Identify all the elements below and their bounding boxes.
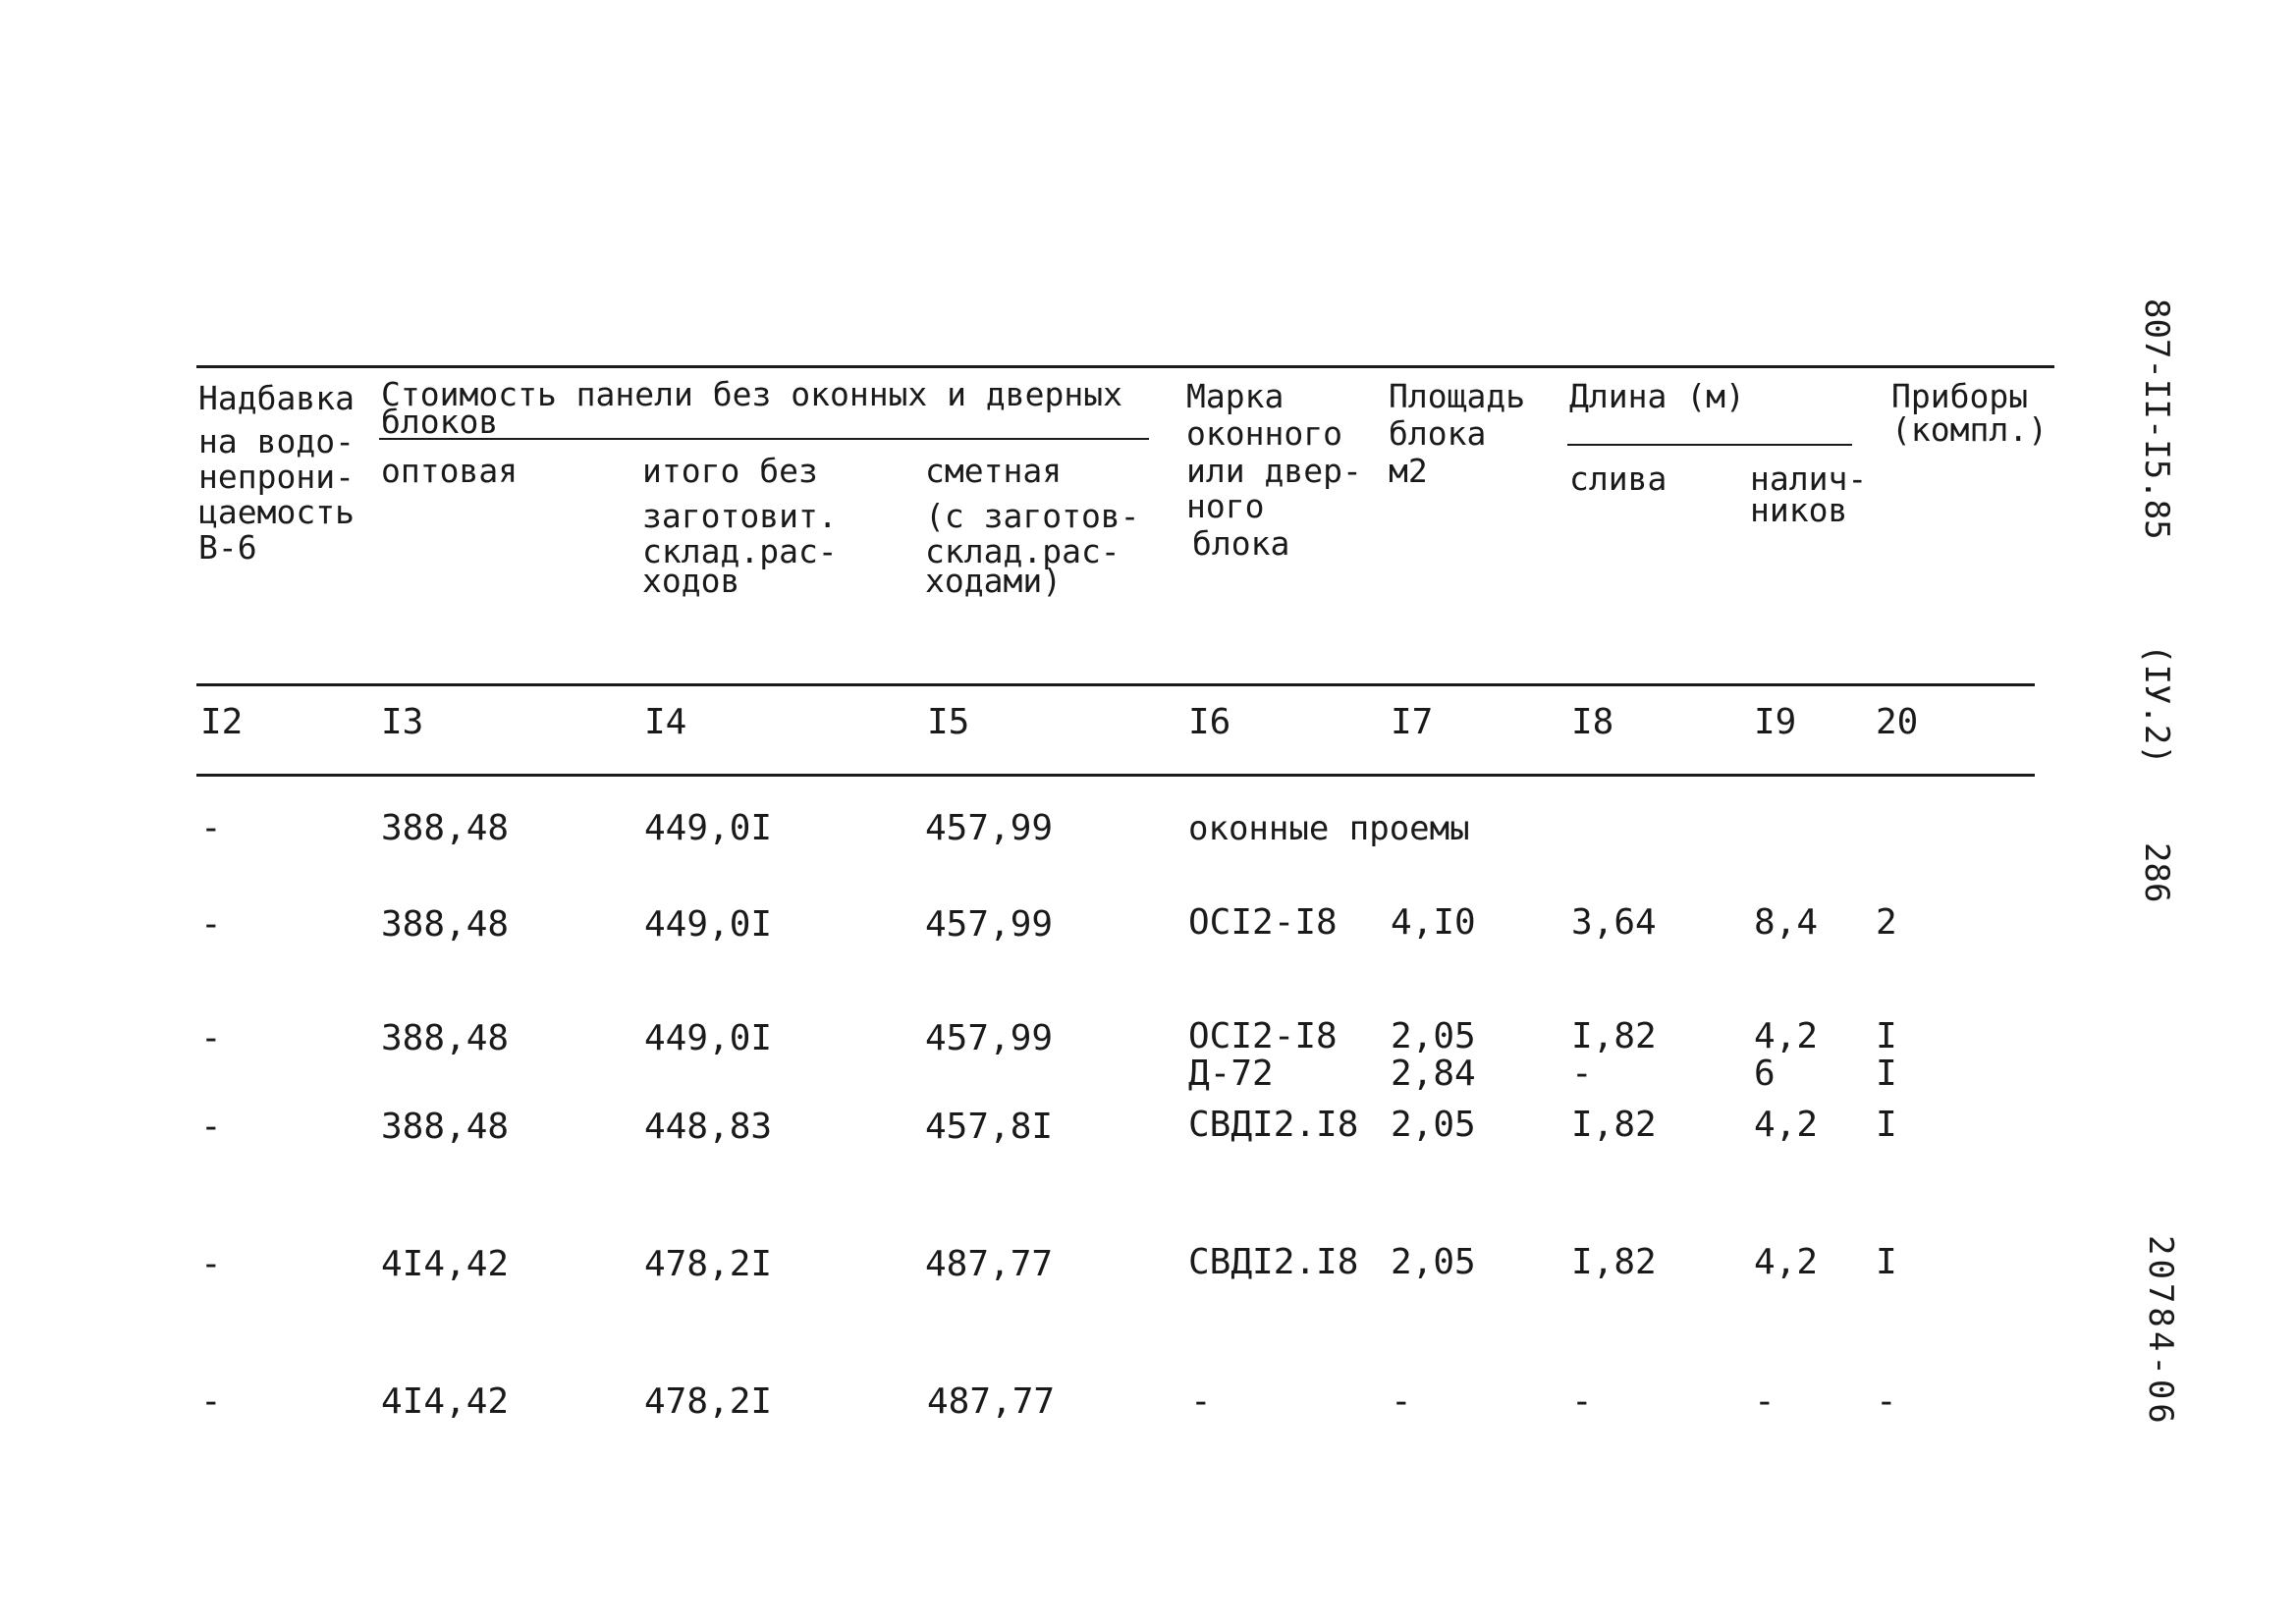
cell-c13: 388,48 [381, 808, 510, 848]
column-number: I8 [1571, 702, 1614, 742]
cell-c14: 449,0I [644, 1018, 773, 1058]
header-col17-line: блока [1389, 414, 1487, 453]
column-number: I4 [644, 702, 687, 742]
header-col16-line: блока [1192, 524, 1290, 563]
header-bottom-rule [196, 683, 2035, 686]
header-col17-line: Площадь [1389, 377, 1526, 415]
cell-c16: ОСI2-I8 [1188, 1016, 1338, 1056]
cell-c20: I [1876, 1105, 1897, 1145]
cell-c14: 449,0I [644, 808, 773, 848]
cell-c17: 2,05 [1391, 1105, 1476, 1145]
cell-c15: 457,8I [925, 1107, 1054, 1147]
column-numbers-rule [196, 774, 2035, 777]
header-col12-line: Надбавка [198, 379, 355, 417]
cell-c13: 388,48 [381, 1107, 510, 1147]
cell-c14: 448,83 [644, 1107, 773, 1147]
cell-c18: 3,64 [1571, 902, 1657, 943]
cell-c14: 449,0I [644, 904, 773, 945]
cell-c14: 478,2I [644, 1244, 773, 1284]
cell-c16: ОСI2-I8 [1188, 902, 1338, 943]
cell-span: оконные проемы [1188, 809, 1470, 848]
header-col17-line: м2 [1389, 452, 1428, 490]
cell-c14: 478,2I [644, 1381, 773, 1422]
header-col19-line: налич- [1750, 460, 1868, 498]
header-length-group: Длина (м) [1569, 377, 1745, 415]
cell-c15: 457,99 [925, 808, 1054, 848]
cell-c12: - [200, 1107, 222, 1147]
cell-c15: 457,99 [925, 1018, 1054, 1058]
cell-c16: - [1190, 1381, 1212, 1422]
header-col16-line: Марка [1186, 377, 1285, 415]
header-col16-line: или двер- [1186, 452, 1362, 490]
cell-c18: - [1571, 1054, 1593, 1094]
column-number: I6 [1188, 702, 1231, 742]
cell-c17: - [1391, 1381, 1412, 1422]
header-cost-group-line: Стоимость панели без оконных и дверных [381, 375, 1122, 413]
header-col15-line: (с заготов- [925, 497, 1140, 535]
cell-c13: 388,48 [381, 904, 510, 945]
header-col14-line: заготовит. [642, 497, 838, 535]
cell-c12: - [200, 1018, 222, 1058]
header-col15-line: ходами) [925, 562, 1063, 600]
cell-c12: - [200, 1381, 222, 1422]
table-top-rule [196, 365, 2054, 368]
header-col12-line: В-6 [198, 528, 257, 567]
cell-c20: - [1876, 1381, 1897, 1422]
header-col14-line: итого без [642, 452, 818, 490]
header-cost-group-line: блоков [381, 403, 499, 441]
header-col14-line: ходов [642, 562, 740, 600]
cell-c19: 4,2 [1754, 1105, 1819, 1145]
cell-c19: 4,2 [1754, 1242, 1819, 1282]
header-col20-line: Приборы [1891, 377, 2029, 415]
document-code: 807-II-I5.85 [2137, 298, 2176, 540]
header-col16-line: оконного [1186, 414, 1342, 453]
cell-c17: 2,84 [1391, 1054, 1476, 1094]
header-col20-line: (компл.) [1891, 410, 2048, 449]
cell-c12: - [200, 904, 222, 945]
cell-c18: I,82 [1571, 1016, 1657, 1056]
column-number: 20 [1876, 702, 1919, 742]
cell-c17: 2,05 [1391, 1016, 1476, 1056]
cell-c19: 4,2 [1754, 1016, 1819, 1056]
cell-c19: - [1754, 1381, 1776, 1422]
cell-c12: - [200, 808, 222, 848]
document-part: (IУ.2) [2137, 644, 2176, 765]
header-col13: оптовая [381, 452, 519, 490]
cell-c15: 457,99 [925, 904, 1054, 945]
cell-c18: I,82 [1571, 1242, 1657, 1282]
header-col12-line: непрони- [198, 458, 355, 496]
page-number: 286 [2137, 842, 2176, 903]
column-number: I3 [381, 702, 424, 742]
cell-c17: 4,I0 [1391, 902, 1476, 943]
cell-c18: I,82 [1571, 1105, 1657, 1145]
header-col18: слива [1569, 460, 1667, 498]
cell-c16: СВДI2.I8 [1188, 1242, 1359, 1282]
cell-c20: I [1876, 1242, 1897, 1282]
header-col14-line: склад.рас- [642, 532, 838, 570]
cell-c16: СВДI2.I8 [1188, 1105, 1359, 1145]
cell-c19: 6 [1754, 1054, 1776, 1094]
header-col12-line: цаемость [198, 493, 355, 531]
inventory-number: 20784-06 [2141, 1235, 2180, 1428]
cell-c19: 8,4 [1754, 902, 1819, 943]
cell-c20: 2 [1876, 902, 1897, 943]
header-col16-line: ного [1186, 487, 1265, 525]
cell-c16: Д-72 [1188, 1054, 1274, 1094]
cell-c15: 487,77 [927, 1381, 1056, 1422]
cell-c15: 487,77 [925, 1244, 1054, 1284]
column-number: I5 [927, 702, 970, 742]
cell-c13: 388,48 [381, 1018, 510, 1058]
cell-c20: I [1876, 1016, 1897, 1056]
cell-c18: - [1571, 1381, 1593, 1422]
cell-c12: - [200, 1244, 222, 1284]
cell-c13: 4I4,42 [381, 1381, 510, 1422]
length-group-underline [1567, 444, 1852, 446]
cell-c20: I [1876, 1054, 1897, 1094]
header-col15-line: склад.рас- [925, 532, 1121, 570]
header-col19-line: ников [1750, 491, 1848, 529]
cell-c17: 2,05 [1391, 1242, 1476, 1282]
column-number: I9 [1754, 702, 1797, 742]
column-number: I7 [1391, 702, 1434, 742]
header-col15-line: сметная [925, 452, 1063, 490]
cell-c13: 4I4,42 [381, 1244, 510, 1284]
column-number: I2 [200, 702, 244, 742]
header-col12-line: на водо- [198, 422, 355, 460]
